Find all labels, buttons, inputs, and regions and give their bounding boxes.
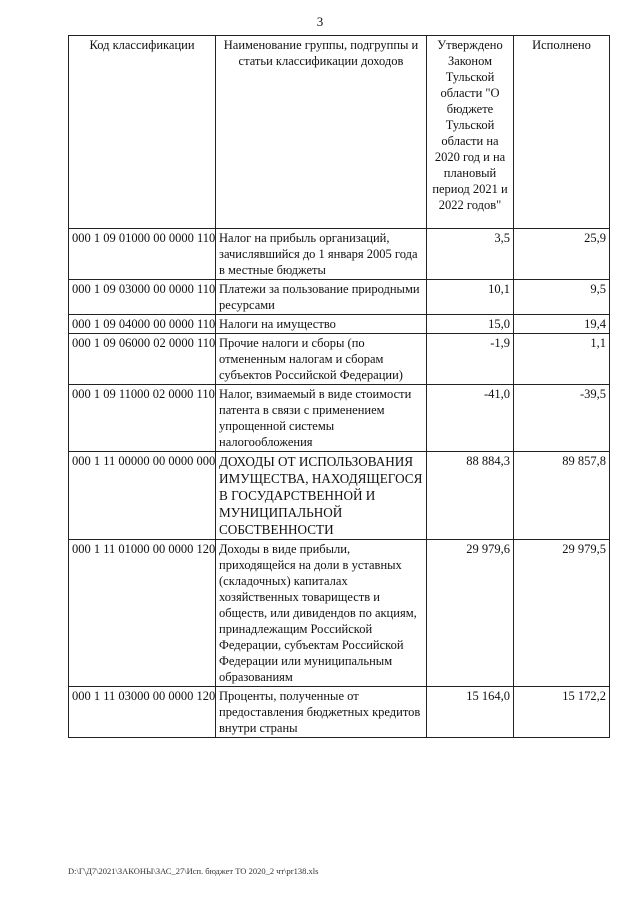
row-approved: -41,0 bbox=[427, 385, 514, 452]
table-row bbox=[69, 315, 610, 334]
row-approved: 15 164,0 bbox=[427, 687, 514, 738]
row-name: Платежи за пользование природными ресурсами bbox=[216, 280, 427, 315]
file-path-footer: D:\Г\Д7\2021\ЗАКОНЫ\ЗАС_27\Исп. бюджет ТО 2020_2 чт\pr138.xls bbox=[68, 866, 319, 876]
table-row bbox=[69, 385, 610, 452]
table-header-row bbox=[69, 36, 610, 229]
row-name: Налог, взимаемый в виде стоимости патента в связи с применением упрощенной системы налогообложения bbox=[216, 385, 427, 452]
row-executed: 89 857,8 bbox=[514, 452, 610, 540]
row-executed: 29 979,5 bbox=[514, 540, 610, 687]
row-approved: 10,1 bbox=[427, 280, 514, 315]
row-name: Доходы в виде прибыли, приходящейся на доли в уставных (складочных) капиталах хозяйственных товариществ и обществ, или дивидендов по акциям, принадлежащим Российской Федерации, субъектам Российской Федерации или муниципальным образованиям bbox=[216, 540, 427, 687]
row-approved: 88 884,3 bbox=[427, 452, 514, 540]
revenue-table bbox=[68, 35, 610, 738]
row-executed: 1,1 bbox=[514, 334, 610, 385]
row-executed: 19,4 bbox=[514, 315, 610, 334]
header-executed: Исполнено bbox=[514, 36, 610, 229]
table-row bbox=[69, 452, 610, 540]
table-row bbox=[69, 229, 610, 280]
row-approved: -1,9 bbox=[427, 334, 514, 385]
table-row bbox=[69, 687, 610, 738]
row-name: Проценты, полученные от предоставления бюджетных кредитов внутри страны bbox=[216, 687, 427, 738]
row-approved: 15,0 bbox=[427, 315, 514, 334]
row-code: 000 1 09 04000 00 0000 110 bbox=[69, 315, 216, 334]
table-row bbox=[69, 540, 610, 687]
row-approved: 3,5 bbox=[427, 229, 514, 280]
row-executed: 25,9 bbox=[514, 229, 610, 280]
header-name: Наименование группы, подгруппы и статьи классификации доходов bbox=[216, 36, 427, 229]
header-code: Код классификации bbox=[69, 36, 216, 229]
table-row bbox=[69, 280, 610, 315]
row-name: Налоги на имущество bbox=[216, 315, 427, 334]
row-code: 000 1 09 01000 00 0000 110 bbox=[69, 229, 216, 280]
row-executed: 9,5 bbox=[514, 280, 610, 315]
row-approved: 29 979,6 bbox=[427, 540, 514, 687]
row-code: 000 1 09 11000 02 0000 110 bbox=[69, 385, 216, 452]
row-name: Прочие налоги и сборы (по отмененным налогам и сборам субъектов Российской Федерации) bbox=[216, 334, 427, 385]
row-code: 000 1 11 03000 00 0000 120 bbox=[69, 687, 216, 738]
row-name: ДОХОДЫ ОТ ИСПОЛЬЗОВАНИЯ ИМУЩЕСТВА, НАХОДЯЩЕГОСЯ В ГОСУДАРСТВЕННОЙ И МУНИЦИПАЛЬНОЙ СОБСТВЕННОСТИ bbox=[216, 452, 427, 540]
row-name: Налог на прибыль организаций, зачислявшийся до 1 января 2005 года в местные бюджеты bbox=[216, 229, 427, 280]
page-number: 3 bbox=[316, 14, 324, 29]
table-row bbox=[69, 334, 610, 385]
header-approved: Утверждено Законом Тульской области "О бюджете Тульской области на 2020 год и на плановый период 2021 и 2022 годов" bbox=[427, 36, 514, 229]
row-code: 000 1 09 03000 00 0000 110 bbox=[69, 280, 216, 315]
row-code: 000 1 11 00000 00 0000 000 bbox=[69, 452, 216, 540]
row-executed: 15 172,2 bbox=[514, 687, 610, 738]
row-code: 000 1 09 06000 02 0000 110 bbox=[69, 334, 216, 385]
row-code: 000 1 11 01000 00 0000 120 bbox=[69, 540, 216, 687]
row-executed: -39,5 bbox=[514, 385, 610, 452]
